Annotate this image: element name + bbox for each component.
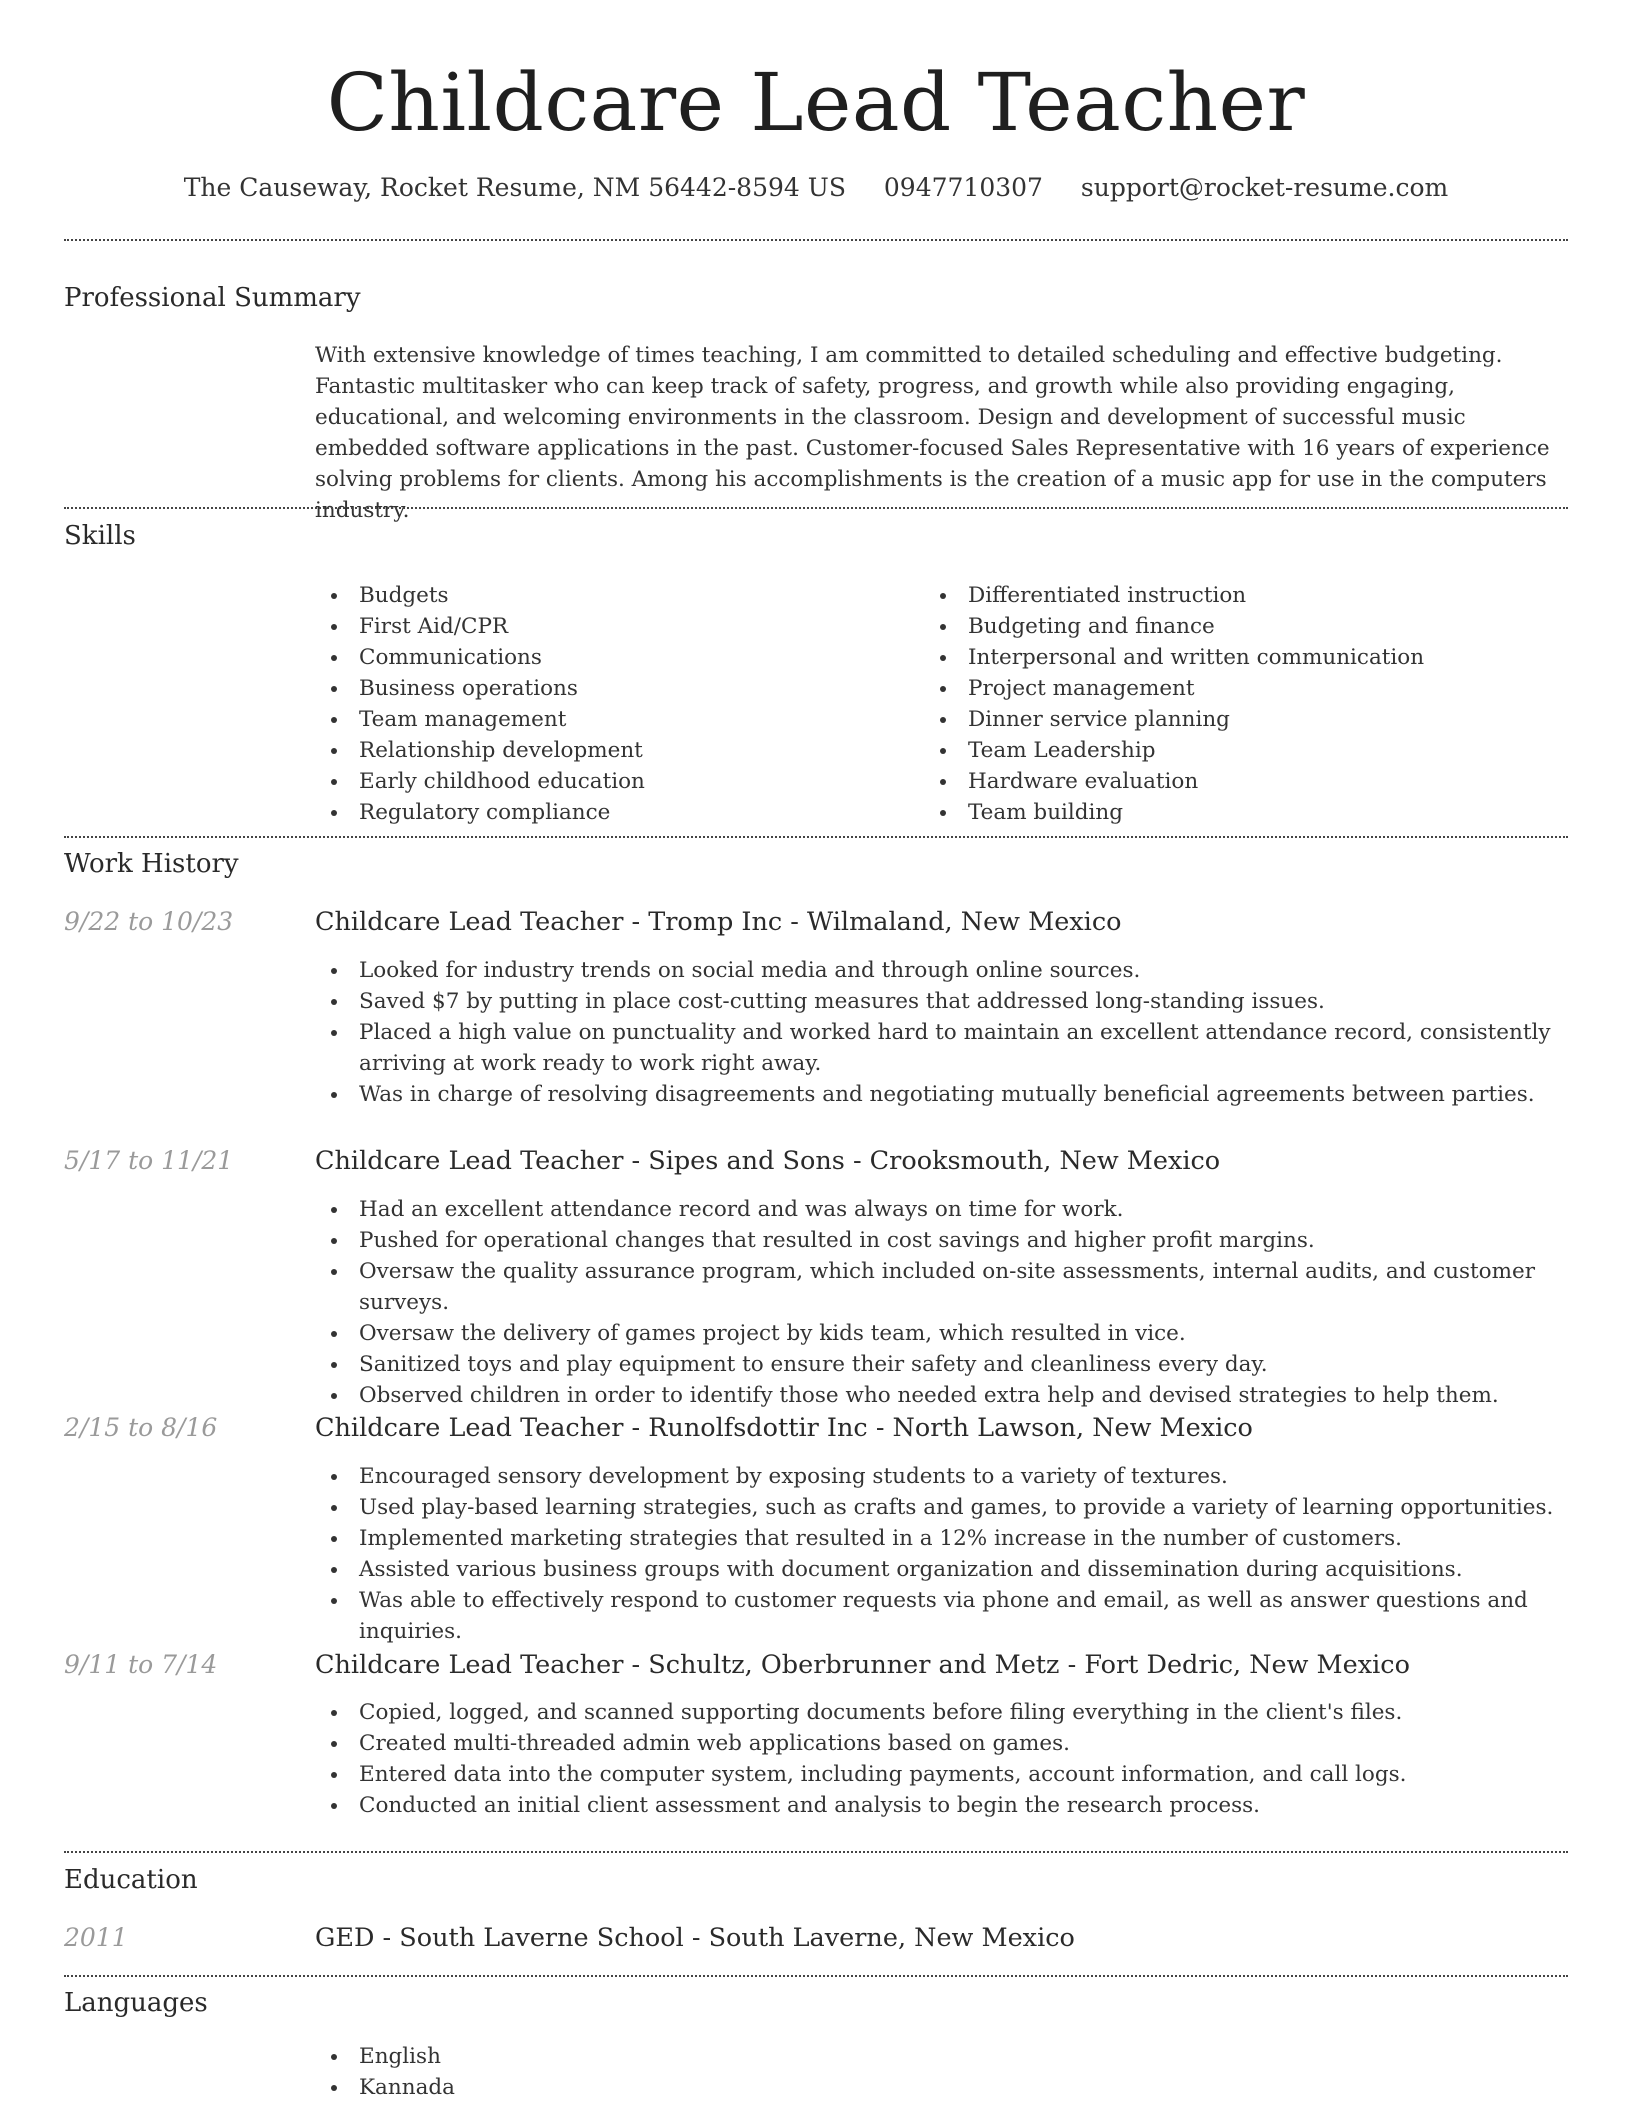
skills-list-right	[924, 580, 1568, 828]
education-entry: GED - South Laverne School - South Laverne, New Mexico	[315, 1923, 1075, 1953]
skills-heading: Skills	[64, 521, 136, 551]
divider	[64, 239, 1568, 241]
skill-item: Regulatory compliance	[315, 797, 915, 828]
languages-heading: Languages	[64, 1988, 208, 2018]
education-year: 2011	[64, 1923, 128, 1952]
job-bullet: Copied, logged, and scanned supporting documents before filing everything in the client's files.	[315, 1697, 1568, 1728]
skill-item: Interpersonal and written communication	[924, 642, 1568, 673]
job-bullet: Had an excellent attendance record and was always on time for work.	[315, 1194, 1568, 1225]
language-item: Kannada	[315, 2072, 1568, 2103]
contact-line	[0, 170, 1632, 206]
job-bullet: Encouraged sensory development by exposing students to a variety of textures.	[315, 1461, 1568, 1492]
skill-item: Communications	[315, 642, 915, 673]
job-dates: 9/22 to 10/23	[64, 907, 234, 936]
job-title: Childcare Lead Teacher - Sipes and Sons - Crooksmouth, New Mexico	[315, 1146, 1221, 1176]
job-bullet: Sanitized toys and play equipment to ensure their safety and cleanliness every day.	[315, 1349, 1568, 1380]
job-bullet: Was able to effectively respond to customer requests via phone and email, as well as answer questions and inquiries.	[315, 1585, 1568, 1647]
languages-list	[315, 2041, 1568, 2103]
summary-text: With extensive knowledge of times teaching, I am committed to detailed scheduling and effective budgeting. Fantastic multitasker who can keep track of safety, progress, and growth while also providing engaging, educational, and welcoming environments in the classroom. Design and development of successful music embedded software applications in the past. Customer-focused Sales Representative with 16 years of experience solving problems for clients. Among his accomplishments is the creation of a music app for use in the computers industry.	[315, 343, 1550, 523]
skill-item: Early childhood education	[315, 766, 915, 797]
job-bullet: Created multi-threaded admin web applications based on games.	[315, 1728, 1568, 1759]
work-heading: Work History	[64, 849, 239, 879]
job-title: Childcare Lead Teacher - Schultz, Oberbrunner and Metz - Fort Dedric, New Mexico	[315, 1650, 1410, 1680]
skill-item: First Aid/CPR	[315, 611, 915, 642]
skill-item: Project management	[924, 673, 1568, 704]
contact-email[interactable]: support@rocket-resume.com	[1080, 173, 1449, 202]
job-title: Childcare Lead Teacher - Runolfsdottir Inc - North Lawson, New Mexico	[315, 1413, 1253, 1443]
skill-item: Business operations	[315, 673, 915, 704]
language-item: English	[315, 2041, 1568, 2072]
divider	[64, 1851, 1568, 1853]
job-bullet: Assisted various business groups with document organization and dissemination during acquisitions.	[315, 1554, 1568, 1585]
summary-heading: Professional Summary	[64, 283, 361, 313]
skill-item: Budgeting and finance	[924, 611, 1568, 642]
job-bullet: Conducted an initial client assessment and analysis to begin the research process.	[315, 1790, 1568, 1821]
job-title: Childcare Lead Teacher - Tromp Inc - Wilmaland, New Mexico	[315, 907, 1122, 937]
job-bullet: Oversaw the delivery of games project by kids team, which resulted in vice.	[315, 1318, 1568, 1349]
job-dates: 9/11 to 7/14	[64, 1650, 218, 1679]
job-bullet: Looked for industry trends on social media and through online sources.	[315, 955, 1568, 986]
skill-item: Team management	[315, 704, 915, 735]
resume-name: Childcare Lead Teacher	[326, 56, 1306, 149]
job-dates: 2/15 to 8/16	[64, 1413, 218, 1442]
skill-item: Team Leadership	[924, 735, 1568, 766]
divider	[64, 836, 1568, 838]
job-bullets	[315, 1697, 1568, 1821]
divider	[64, 1975, 1568, 1977]
job-bullet: Was in charge of resolving disagreements and negotiating mutually beneficial agreements between parties.	[315, 1079, 1568, 1110]
skill-item: Relationship development	[315, 735, 915, 766]
job-bullet: Oversaw the quality assurance program, which included on-site assessments, internal audits, and customer surveys.	[315, 1256, 1568, 1318]
job-bullets	[315, 1461, 1568, 1647]
contact-address: The Causeway, Rocket Resume, NM 56442-8594 US	[183, 173, 846, 202]
job-bullet: Implemented marketing strategies that resulted in a 12% increase in the number of customers.	[315, 1523, 1568, 1554]
job-bullet: Placed a high value on punctuality and worked hard to maintain an excellent attendance record, consistently arriving at work ready to work right away.	[315, 1017, 1568, 1079]
education-heading: Education	[64, 1865, 198, 1895]
contact-phone: 0947710307	[883, 173, 1043, 202]
skill-item: Differentiated instruction	[924, 580, 1568, 611]
skill-item: Dinner service planning	[924, 704, 1568, 735]
job-bullet: Used play-based learning strategies, such as crafts and games, to provide a variety of learning opportunities.	[315, 1492, 1568, 1523]
skills-list-left	[315, 580, 915, 828]
skill-item: Hardware evaluation	[924, 766, 1568, 797]
divider	[64, 507, 1568, 509]
job-bullets	[315, 955, 1568, 1110]
job-bullets	[315, 1194, 1568, 1411]
job-dates: 5/17 to 11/21	[64, 1146, 234, 1175]
skill-item: Budgets	[315, 580, 915, 611]
job-bullet: Entered data into the computer system, including payments, account information, and call logs.	[315, 1759, 1568, 1790]
job-bullet: Observed children in order to identify those who needed extra help and devised strategies to help them.	[315, 1380, 1568, 1411]
job-bullet: Pushed for operational changes that resulted in cost savings and higher profit margins.	[315, 1225, 1568, 1256]
job-bullet: Saved $7 by putting in place cost-cutting measures that addressed long-standing issues.	[315, 986, 1568, 1017]
skill-item: Team building	[924, 797, 1568, 828]
